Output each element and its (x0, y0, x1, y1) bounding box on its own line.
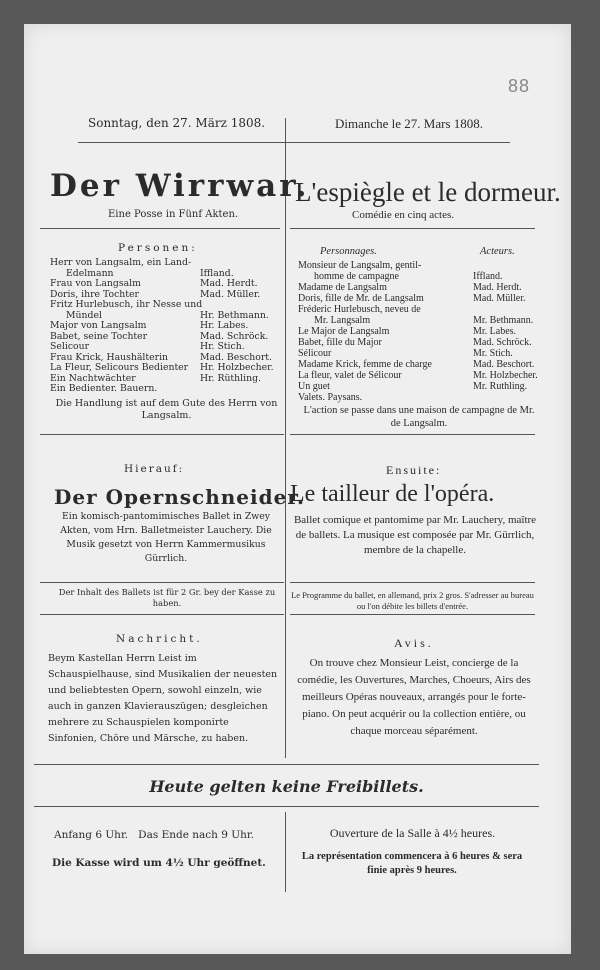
cast-row (50, 342, 285, 353)
cast-role: Frau Krick, Haushälterin (50, 351, 169, 363)
right-cast-list (298, 260, 543, 403)
cast-role: Frau von Langsalm (50, 278, 141, 289)
right-setting: L'action se passe dans une maison de campagne de Mr. de Langsalm. (303, 405, 535, 429)
cast-actor: Hr. Labes. (200, 320, 249, 331)
left-notice: Beym Kastellan Herrn Leist im Schauspielhause, sind Musikalien der neuesten und beliebtesten Opern, sowohl einzeln, wie auch in ganzen Klavierauszügen; desgleichen mehrere zu Schauspielen komponirte Sinfonien, Chöre und Märsche, zu haben. (48, 653, 278, 744)
cast-row (50, 300, 285, 311)
right-ballet-description: Ballet comique et pantomime par Mr. Lauchery, maître de ballets. La musique est composée par Mr. Gürrlich, membre de la chapelle. (293, 514, 537, 556)
cast-role: Mr. Langsalm (314, 315, 371, 326)
cast-row (298, 282, 543, 293)
right-col-persons: Personnages. (320, 246, 377, 257)
cast-actor: Mad. Müller. (473, 293, 526, 304)
pencil-page-number: 88 (508, 76, 531, 96)
right-ballet-rule (290, 582, 535, 583)
left-setting-rule (40, 434, 284, 435)
cast-role: Madame Krick, femme de charge (298, 359, 432, 370)
left-start-time: Anfang 6 Uhr. Das Ende nach 9 Uhr. (54, 829, 255, 841)
right-ballet-title: Le tailleur de l'opéra. (290, 481, 495, 507)
left-date: Sonntag, den 27. März 1808. (88, 116, 266, 130)
cast-actor: Mad. Beschort. (200, 351, 272, 363)
banner-top-rule (34, 764, 539, 765)
left-ballet-description: Ein komisch-pantomimisches Ballet in Zwey Akten, vom Hrn. Balletmeister Lauchery. Die Musik gesetzt von Herrn Kammermusikus Gürrlich. (60, 511, 272, 564)
right-subtitle: Comédie en cinq actes. (352, 209, 455, 221)
free-tickets-banner: Heute gelten keine Freibillets. (149, 777, 424, 796)
cast-actor: Hr. Rüthling. (200, 372, 261, 384)
cast-actor: Hr. Holzbecher. (200, 362, 274, 373)
banner-bottom-rule (34, 806, 539, 807)
cast-role: Major von Langsalm (50, 320, 147, 331)
cast-row (298, 370, 543, 381)
cast-role: La fleur, valet de Sélicour (298, 370, 402, 381)
cast-row (298, 359, 543, 370)
cast-row (298, 392, 543, 403)
cast-role: Fréderic Hurlebusch, neveu de (298, 304, 421, 315)
cast-actor: Mad. Schröck. (473, 337, 532, 348)
cast-role: Mündel (66, 309, 102, 321)
cast-role: Ein Bedienter. Bauern. (50, 383, 158, 394)
cast-role: Fritz Hurlebusch, ihr Nesse und (50, 299, 203, 310)
right-date: Dimanche le 27. Mars 1808. (335, 116, 484, 131)
cast-actor: Iffland. (473, 271, 503, 282)
cast-role: Sélicour (298, 348, 332, 359)
top-rule (78, 142, 510, 143)
cast-actor: Hr. Stich. (200, 341, 245, 352)
cast-role: Selicour (50, 341, 90, 352)
cast-role: Un guet (298, 381, 330, 392)
cast-row (50, 363, 285, 374)
bottom-divider (285, 812, 286, 892)
cast-role: Edelmann (66, 267, 114, 279)
cast-actor: Mr. Labes. (473, 326, 517, 337)
cast-role: Herr von Langsalm, ein Land- (50, 257, 192, 268)
cast-actor: Mad. Herdt. (473, 282, 522, 293)
right-title: L'espiègle et le dormeur. (295, 177, 561, 207)
left-cast-list (50, 258, 285, 395)
right-performance-time: La représentation commencera à 6 heures & sera finie après 9 heures. (301, 851, 523, 876)
cast-row (298, 315, 543, 326)
left-box-office: Die Kasse wird um 4½ Uhr geöffnet. (52, 857, 266, 869)
cast-row (50, 321, 285, 332)
right-doors-open: Ouverture de la Salle à 4½ heures. (329, 826, 496, 840)
cast-row (298, 271, 543, 282)
left-ballet-rule (40, 582, 284, 583)
right-ballet-note: Le Programme du ballet, en allemand, prix 2 gros. S'adresser au bureau ou l'on débite les billets d'entrée. (291, 590, 534, 611)
cast-actor: Iffland. (200, 267, 234, 279)
cast-row (298, 293, 543, 304)
left-ballet-note: Der Inhalt des Ballets ist für 2 Gr. bey der Kasse zu haben. (58, 587, 276, 608)
left-note-rule (40, 614, 284, 615)
left-notice-heading: Nachricht. (116, 633, 203, 645)
right-then-label: Ensuite: (386, 463, 442, 477)
cast-role: Madame de Langsalm (298, 282, 387, 293)
cast-role: Babet, seine Tochter (50, 330, 148, 342)
right-col-actors: Acteurs. (480, 246, 515, 257)
left-setting: Die Handlung ist auf dem Gute des Herrn von Langsalm. (55, 398, 278, 421)
cast-actor: Mad. Beschort. (473, 359, 535, 370)
cast-role: homme de campagne (314, 271, 399, 282)
cast-actor: Mr. Stich. (473, 348, 513, 359)
left-then-label: Hierauf: (124, 463, 185, 475)
cast-actor: Mad. Herdt. (200, 278, 258, 289)
left-cast-heading: Personen: (118, 242, 198, 254)
left-subtitle: Eine Posse in Fünf Akten. (108, 209, 239, 220)
cast-row (298, 381, 543, 392)
cast-row (298, 337, 543, 348)
cast-actor: Mr. Holzbecher. (473, 370, 538, 381)
cast-role: Le Major de Langsalm (298, 326, 390, 337)
cast-role: Doris, fille de Mr. de Langsalm (298, 293, 424, 304)
right-subtitle-rule (290, 228, 535, 229)
left-subtitle-rule (40, 228, 280, 229)
cast-actor: Hr. Bethmann. (200, 309, 269, 321)
left-title: Der Wirrwar. (50, 168, 310, 204)
cast-role: Ein Nachtwächter (50, 372, 136, 384)
cast-role: Babet, fille du Major (298, 337, 382, 348)
cast-row (298, 348, 543, 359)
column-divider (285, 118, 286, 758)
cast-row (298, 260, 543, 271)
cast-role: Doris, ihre Tochter (50, 288, 139, 300)
cast-actor: Mad. Schröck. (200, 330, 269, 342)
cast-actor: Mr. Bethmann. (473, 315, 534, 326)
cast-role: La Fleur, Selicours Bedienter (50, 362, 189, 373)
cast-row (298, 326, 543, 337)
right-note-rule (290, 614, 535, 615)
cast-role: Valets. Paysans. (298, 392, 363, 403)
right-notice-heading: Avis. (394, 636, 434, 650)
right-setting-rule (290, 434, 535, 435)
cast-role: Monsieur de Langsalm, gentil- (298, 260, 422, 271)
cast-actor: Mad. Müller. (200, 288, 261, 300)
cast-row (50, 384, 285, 395)
cast-actor: Mr. Ruthling. (473, 381, 528, 392)
left-ballet-title: Der Opernschneider. (54, 485, 305, 509)
cast-row (298, 304, 543, 315)
cast-row (50, 258, 285, 269)
right-notice: On trouve chez Monsieur Leist, concierge de la comédie, les Ouvertures, Marches, Choeurs, Airs des meilleurs Opéras nouveaux, arrangés pour le forte-piano. On peut acquérir ou la collection entière, ou chaque morceau séparément. (297, 657, 531, 737)
cast-row (50, 279, 285, 290)
